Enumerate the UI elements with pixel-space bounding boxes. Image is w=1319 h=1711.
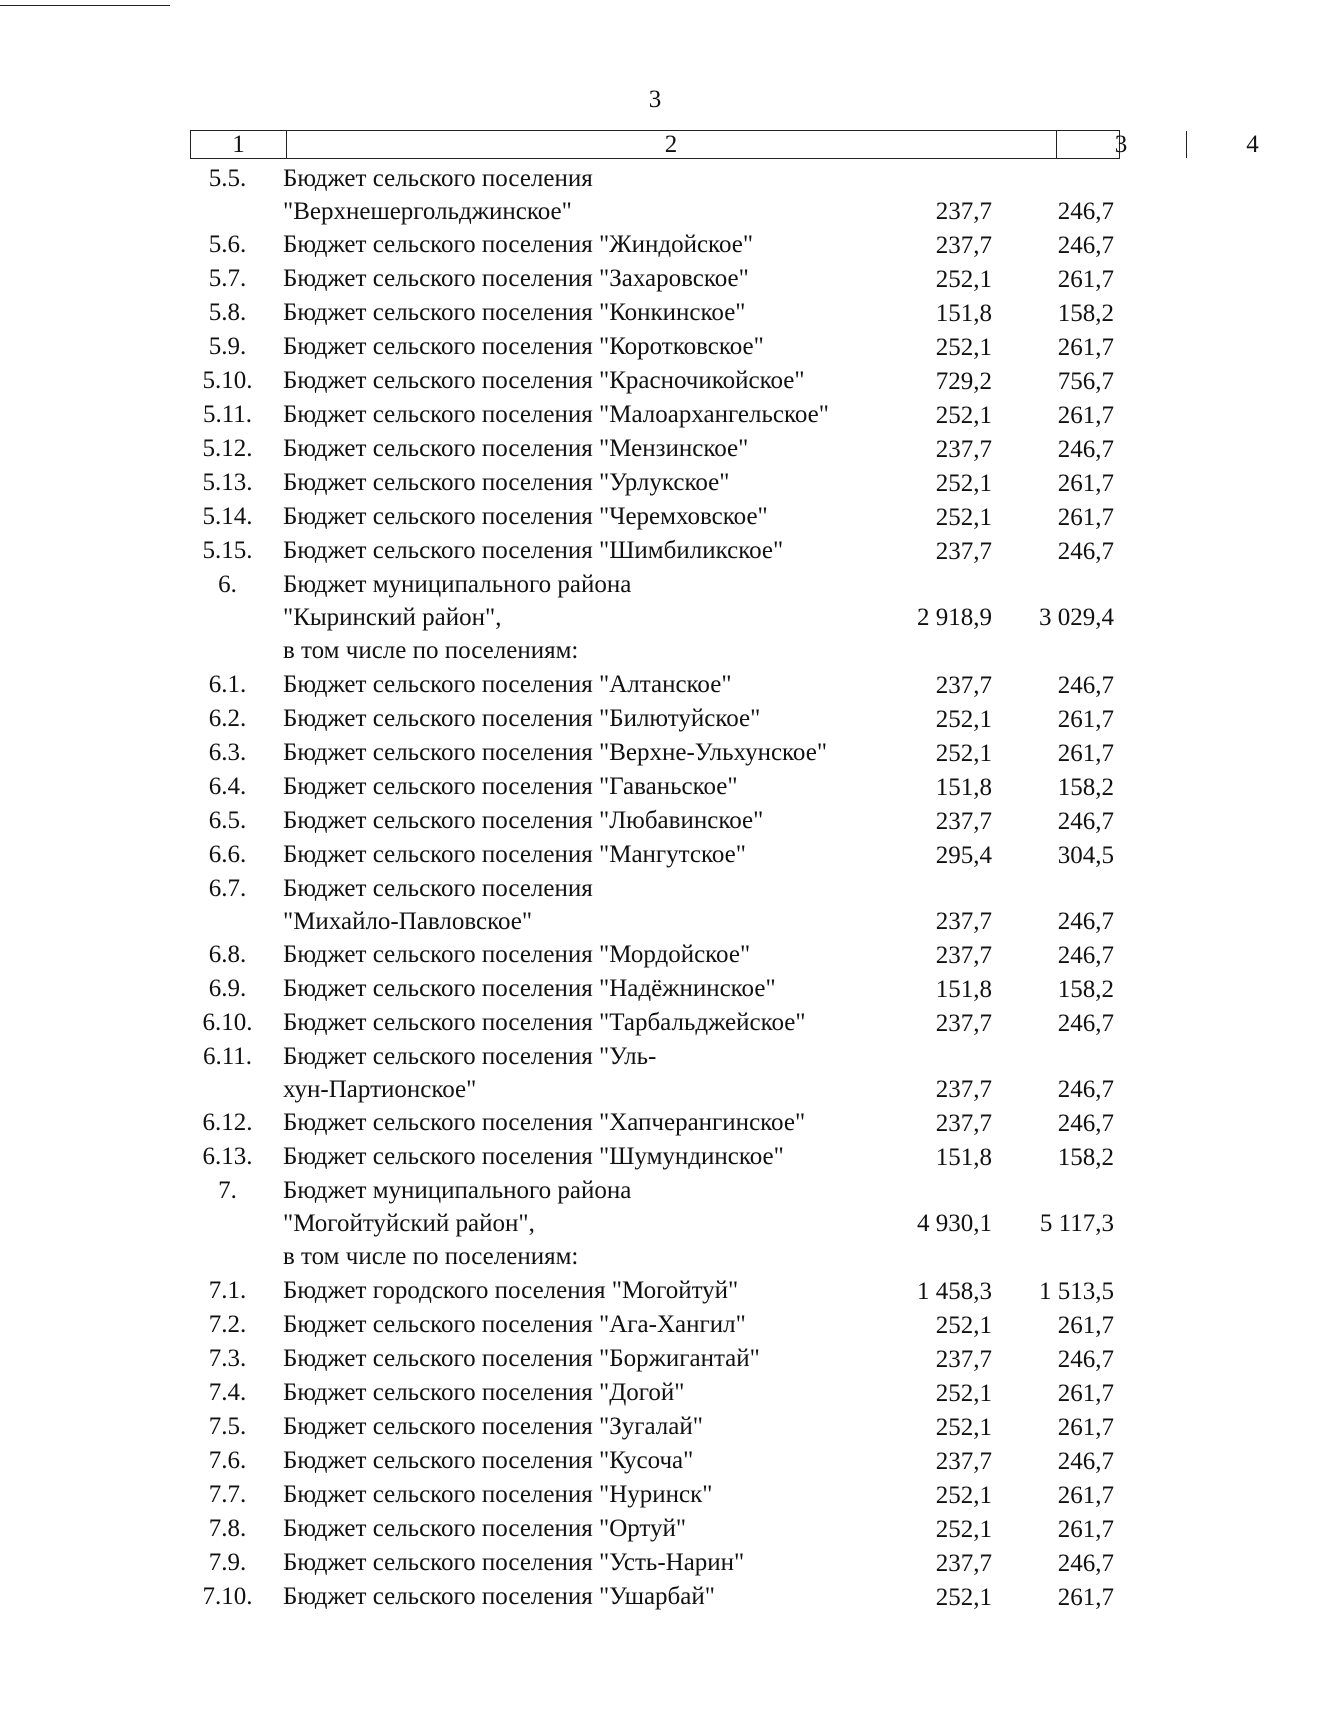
row-number: 6.2.	[208, 705, 247, 732]
table-row	[190, 1040, 1120, 1106]
row-name-line: Бюджет сельского поселения "Тарбальджейское"	[283, 1009, 806, 1036]
table-row	[190, 872, 1120, 938]
row-budget-name	[283, 228, 843, 261]
row-value-col3: 151,8	[935, 1144, 992, 1171]
row-number: 5.8.	[208, 299, 247, 326]
row-value-col4: 246,7	[1057, 1448, 1114, 1475]
row-value-col4: 246,7	[1057, 942, 1114, 969]
row-value-col4: 158,2	[1057, 774, 1114, 801]
row-name-line: Бюджет городского поселения "Могойтуй"	[283, 1277, 739, 1304]
row-name-line: Бюджет сельского поселения "Ага-Хангил"	[283, 1311, 746, 1338]
table-row	[190, 972, 1120, 1006]
row-name-line: Бюджет сельского поселения "Мордойское"	[283, 941, 751, 968]
row-value-col4: 246,7	[1057, 538, 1114, 565]
table-row	[190, 1140, 1120, 1174]
row-number: 7.10.	[202, 1583, 253, 1610]
row-name-line: Бюджет сельского поселения "Нуринск"	[283, 1481, 713, 1508]
row-number: 7.7.	[208, 1481, 247, 1508]
top-left-rule	[0, 5, 170, 6]
row-budget-name	[283, 1174, 843, 1240]
table-row	[190, 838, 1120, 872]
row-value-col3: 252,1	[935, 504, 992, 531]
row-value-col4: 246,7	[1057, 1346, 1114, 1373]
row-number: 5.11.	[202, 401, 253, 428]
row-number: 6.13.	[202, 1143, 253, 1170]
row-value-col3: 237,7	[935, 232, 992, 259]
row-name-line: Бюджет сельского поселения "Конкинское"	[283, 299, 746, 326]
row-name-line: Бюджет сельского поселения "Зугалай"	[283, 1413, 703, 1440]
table-row	[190, 1240, 1120, 1274]
row-value-col3: 151,8	[935, 300, 992, 327]
row-budget-name	[283, 938, 843, 971]
row-budget-name	[283, 1106, 843, 1139]
row-name-line: Бюджет сельского поселения "Шимбиликское"	[283, 537, 784, 564]
table-row	[190, 534, 1120, 568]
row-name-line: "Верхнешергольджинское"	[283, 198, 572, 225]
table-row	[190, 1174, 1120, 1240]
row-number: 6.11.	[202, 1043, 253, 1070]
row-value-col3: 2 918,9	[917, 604, 992, 631]
row-value-col3: 252,1	[935, 1312, 992, 1339]
row-name-line: Бюджет сельского поселения "Догой"	[283, 1379, 685, 1406]
row-name-line: хун-Партионское"	[283, 1076, 477, 1103]
table-row	[190, 162, 1120, 228]
row-budget-name	[283, 398, 843, 431]
table-row	[190, 668, 1120, 702]
row-value-col4: 261,7	[1057, 1380, 1114, 1407]
row-name-line: Бюджет сельского поселения "Уль-	[283, 1043, 657, 1070]
row-value-col3: 729,2	[935, 368, 992, 395]
row-value-col4: 261,7	[1057, 402, 1114, 429]
row-value-col4: 261,7	[1057, 1516, 1114, 1543]
row-name-line: Бюджет сельского поселения "Захаровское"	[283, 265, 749, 292]
row-budget-name	[283, 1274, 843, 1307]
row-value-col4: 246,7	[1057, 198, 1114, 225]
table-row	[190, 228, 1120, 262]
row-budget-name	[283, 634, 843, 667]
row-value-col3: 252,1	[935, 1584, 992, 1611]
column-header-1: 1	[191, 131, 287, 158]
row-value-col3: 1 458,3	[917, 1278, 992, 1305]
row-value-col4: 246,7	[1057, 232, 1114, 259]
row-name-line: Бюджет сельского поселения "Малоархангельское"	[283, 401, 829, 428]
table-row	[190, 466, 1120, 500]
table-row	[190, 634, 1120, 668]
row-value-col3: 237,7	[935, 436, 992, 463]
row-name-line: Бюджет сельского поселения "Мангутское"	[283, 841, 746, 868]
row-number: 7.	[218, 1177, 237, 1204]
row-name-line: Бюджет сельского поселения "Коротковское"	[283, 333, 764, 360]
row-value-col3: 252,1	[935, 1516, 992, 1543]
table-row	[190, 568, 1120, 634]
row-value-col4: 246,7	[1057, 436, 1114, 463]
row-number: 6.5.	[208, 807, 247, 834]
row-budget-name	[283, 804, 843, 837]
row-budget-name	[283, 668, 843, 701]
row-name-line: Бюджет муниципального района	[283, 1177, 632, 1204]
row-value-col3: 237,7	[935, 538, 992, 565]
table-row	[190, 330, 1120, 364]
row-budget-name	[283, 500, 843, 533]
row-budget-name	[283, 568, 843, 634]
column-header-4: 4	[1246, 131, 1259, 158]
row-value-col4: 246,7	[1057, 672, 1114, 699]
row-number: 6.10.	[202, 1009, 253, 1036]
row-number: 7.5.	[208, 1413, 247, 1440]
row-number: 7.3.	[208, 1345, 247, 1372]
row-value-col3: 252,1	[935, 740, 992, 767]
row-value-col4: 756,7	[1057, 368, 1114, 395]
table-row	[190, 1274, 1120, 1308]
row-value-col3: 237,7	[935, 1010, 992, 1037]
row-value-col4: 1 513,5	[1039, 1278, 1114, 1305]
row-budget-name	[283, 1006, 843, 1039]
row-name-line: Бюджет сельского поселения	[283, 875, 593, 902]
row-name-line: Бюджет сельского поселения "Верхне-Ульхунское"	[283, 739, 828, 766]
row-name-line: "Михайло-Павловское"	[283, 908, 533, 935]
row-number: 7.8.	[208, 1515, 247, 1542]
row-name-line: Бюджет сельского поселения "Боржигантай"	[283, 1345, 760, 1372]
row-number: 6.1.	[208, 671, 247, 698]
row-budget-name	[283, 534, 843, 567]
row-budget-name	[283, 1580, 843, 1613]
row-budget-name	[283, 1040, 843, 1106]
row-name-line: Бюджет сельского поселения "Ушарбай"	[283, 1583, 715, 1610]
row-number: 6.12.	[202, 1109, 253, 1136]
row-name-line: Бюджет сельского поселения "Шумундинское"	[283, 1143, 784, 1170]
page-number: 3	[648, 86, 662, 113]
row-budget-name	[283, 432, 843, 465]
row-budget-name	[283, 1240, 843, 1273]
row-value-col4: 261,7	[1057, 740, 1114, 767]
table-row	[190, 1308, 1120, 1342]
row-value-col3: 295,4	[935, 842, 992, 869]
row-number: 7.9.	[208, 1549, 247, 1576]
row-number: 6.3.	[208, 739, 247, 766]
row-value-col4: 158,2	[1057, 300, 1114, 327]
column-header-2: 2	[286, 131, 1057, 158]
row-value-col3: 237,7	[935, 198, 992, 225]
row-value-col3: 237,7	[935, 1110, 992, 1137]
row-name-line: "Кыринский район",	[283, 604, 502, 631]
row-number: 5.9.	[208, 333, 247, 360]
row-budget-name	[283, 1478, 843, 1511]
row-value-col4: 5 117,3	[1039, 1210, 1114, 1237]
table-row	[190, 1006, 1120, 1040]
row-name-line: Бюджет сельского поселения "Гаваньское"	[283, 773, 738, 800]
row-value-col3: 252,1	[935, 1380, 992, 1407]
row-number: 6.	[218, 571, 237, 598]
row-value-col3: 237,7	[935, 808, 992, 835]
row-value-col4: 158,2	[1057, 1144, 1114, 1171]
row-number: 5.15.	[202, 537, 253, 564]
row-name-line: "Могойтуйский район",	[283, 1210, 535, 1237]
table-row	[190, 1512, 1120, 1546]
row-value-col3: 252,1	[935, 1482, 992, 1509]
row-number: 6.8.	[208, 941, 247, 968]
row-number: 6.6.	[208, 841, 247, 868]
row-value-col4: 261,7	[1057, 504, 1114, 531]
row-value-col4: 261,7	[1057, 1312, 1114, 1339]
row-name-line: в том числе по поселениям:	[283, 1243, 579, 1270]
row-value-col4: 246,7	[1057, 1010, 1114, 1037]
row-number: 6.4.	[208, 773, 247, 800]
row-value-col4: 246,7	[1057, 1110, 1114, 1137]
row-name-line: Бюджет сельского поселения "Мензинское"	[283, 435, 749, 462]
row-number: 5.12.	[202, 435, 253, 462]
table-row	[190, 1376, 1120, 1410]
row-budget-name	[283, 972, 843, 1005]
row-budget-name	[283, 770, 843, 803]
row-name-line: Бюджет сельского поселения "Урлукское"	[283, 469, 730, 496]
table-row	[190, 736, 1120, 770]
table-row	[190, 702, 1120, 736]
row-value-col3: 252,1	[935, 334, 992, 361]
row-name-line: Бюджет сельского поселения "Билютуйское"	[283, 705, 761, 732]
row-budget-name	[283, 330, 843, 363]
row-budget-name	[283, 162, 843, 228]
row-value-col4: 246,7	[1057, 1076, 1114, 1103]
row-value-col3: 237,7	[935, 1550, 992, 1577]
table-row	[190, 364, 1120, 398]
row-value-col3: 151,8	[935, 774, 992, 801]
table-row	[190, 1444, 1120, 1478]
row-value-col4: 246,7	[1057, 908, 1114, 935]
table-row	[190, 1580, 1120, 1614]
row-budget-name	[283, 838, 843, 871]
row-value-col4: 261,7	[1057, 334, 1114, 361]
row-number: 5.10.	[202, 367, 253, 394]
row-number: 6.7.	[208, 875, 247, 902]
row-budget-name	[283, 364, 843, 397]
row-number: 5.6.	[208, 231, 247, 258]
row-value-col4: 158,2	[1057, 976, 1114, 1003]
row-value-col4: 261,7	[1057, 706, 1114, 733]
row-budget-name	[283, 1140, 843, 1173]
row-budget-name	[283, 1410, 843, 1443]
table-row	[190, 770, 1120, 804]
row-number: 5.13.	[202, 469, 253, 496]
row-name-line: Бюджет сельского поселения "Кусоча"	[283, 1447, 694, 1474]
row-name-line: Бюджет сельского поселения "Надёжнинское"	[283, 975, 776, 1002]
row-number: 6.9.	[208, 975, 247, 1002]
row-budget-name	[283, 1342, 843, 1375]
row-number: 7.4.	[208, 1379, 247, 1406]
row-value-col4: 261,7	[1057, 470, 1114, 497]
table-header-row	[190, 130, 1259, 159]
row-name-line: Бюджет сельского поселения "Жиндойское"	[283, 231, 754, 258]
row-number: 5.7.	[208, 265, 247, 292]
row-budget-name	[283, 466, 843, 499]
row-value-col3: 237,7	[935, 672, 992, 699]
row-value-col4: 261,7	[1057, 266, 1114, 293]
row-budget-name	[283, 1546, 843, 1579]
table-row	[190, 1410, 1120, 1444]
row-number: 7.1.	[208, 1277, 247, 1304]
row-value-col4: 3 029,4	[1039, 604, 1114, 631]
row-value-col3: 252,1	[935, 1414, 992, 1441]
row-budget-name	[283, 702, 843, 735]
row-name-line: Бюджет сельского поселения "Черемховское"	[283, 503, 768, 530]
table-row	[190, 938, 1120, 972]
row-number: 5.14.	[202, 503, 253, 530]
row-budget-name	[283, 1376, 843, 1409]
row-name-line: в том числе по поселениям:	[283, 637, 579, 664]
table-row	[190, 1546, 1120, 1580]
table-row	[190, 296, 1120, 330]
row-value-col4: 304,5	[1057, 842, 1114, 869]
table-row	[190, 500, 1120, 534]
row-value-col3: 252,1	[935, 402, 992, 429]
row-number: 5.5.	[208, 165, 247, 192]
row-budget-name	[283, 1308, 843, 1341]
row-value-col3: 252,1	[935, 706, 992, 733]
row-value-col3: 237,7	[935, 1076, 992, 1103]
row-value-col3: 237,7	[935, 942, 992, 969]
row-value-col3: 237,7	[935, 1448, 992, 1475]
row-value-col4: 246,7	[1057, 808, 1114, 835]
row-value-col3: 4 930,1	[917, 1210, 992, 1237]
row-name-line: Бюджет сельского поселения "Хапчерангинское"	[283, 1109, 806, 1136]
row-value-col4: 261,7	[1057, 1414, 1114, 1441]
row-name-line: Бюджет сельского поселения "Красночикойское"	[283, 367, 805, 394]
row-name-line: Бюджет муниципального района	[283, 571, 632, 598]
table-row	[190, 1106, 1120, 1140]
row-number: 7.2.	[208, 1311, 247, 1338]
row-value-col3: 252,1	[935, 470, 992, 497]
column-header-3: 3	[1056, 131, 1187, 158]
row-budget-name	[283, 1512, 843, 1545]
row-name-line: Бюджет сельского поселения "Ортуй"	[283, 1515, 687, 1542]
table-row	[190, 1478, 1120, 1512]
row-number: 7.6.	[208, 1447, 247, 1474]
row-name-line: Бюджет сельского поселения "Любавинское"	[283, 807, 764, 834]
table-row	[190, 432, 1120, 466]
row-name-line: Бюджет сельского поселения "Алтанское"	[283, 671, 732, 698]
budget-table-body	[190, 162, 1120, 1614]
table-row	[190, 262, 1120, 296]
row-budget-name	[283, 736, 843, 769]
table-row	[190, 398, 1120, 432]
row-value-col4: 261,7	[1057, 1482, 1114, 1509]
row-budget-name	[283, 296, 843, 329]
row-value-col4: 246,7	[1057, 1550, 1114, 1577]
table-row	[190, 1342, 1120, 1376]
row-budget-name	[283, 262, 843, 295]
row-value-col3: 151,8	[935, 976, 992, 1003]
row-value-col3: 237,7	[935, 1346, 992, 1373]
row-value-col3: 252,1	[935, 266, 992, 293]
row-value-col4: 261,7	[1057, 1584, 1114, 1611]
row-name-line: Бюджет сельского поселения	[283, 165, 593, 192]
row-budget-name	[283, 872, 843, 938]
row-budget-name	[283, 1444, 843, 1477]
row-value-col3: 237,7	[935, 908, 992, 935]
table-row	[190, 804, 1120, 838]
row-name-line: Бюджет сельского поселения "Усть-Нарин"	[283, 1549, 745, 1576]
